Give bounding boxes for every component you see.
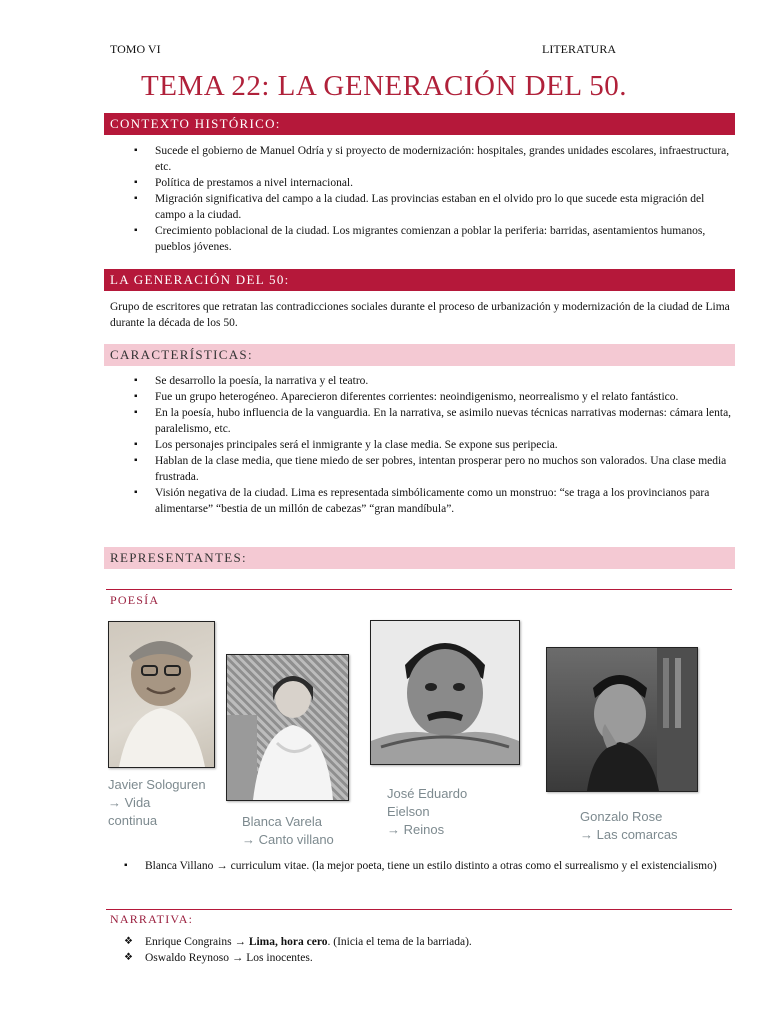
portrait-jose-eduardo-eielson [370, 620, 520, 765]
arrow-icon: → [231, 952, 244, 964]
arrow-icon: → [242, 832, 255, 847]
generacion-paragraph: Grupo de escritores que retratan las contradicciones sociales durante el proceso de urbanización y modernización de la ciudad de Lima durante la década de los 50. [110, 301, 730, 329]
subsection-heading-poesia: POESÍA [110, 593, 160, 607]
list-item: ▪ Migración significativa del campo a la ciudad. Las provincias estaban en el olvido pro lo que sucede esta migración del campo a la ciudad. [130, 191, 730, 223]
section-heading-caracteristicas: CARACTERÍSTICAS: [104, 344, 735, 366]
list-item: ▪ Visión negativa de la ciudad. Lima es representada simbólicamente como un monstruo: “se traga a los provincianos para alimentarse” “bestia de un millón de cabezas” “gran mandíbula”. [130, 485, 735, 517]
list-item: ❖ Oswaldo Reynoso → Los inocentes. [120, 950, 730, 966]
section-heading-contexto: CONTEXTO HISTÓRICO: [104, 113, 735, 135]
caption-work: continua [108, 813, 158, 828]
section-heading-generacion: LA GENERACIÓN DEL 50: [104, 269, 735, 291]
portrait-javier-sologuren [108, 621, 215, 768]
caption-work: → Canto villano [242, 832, 334, 847]
arrow-icon: → [580, 827, 593, 842]
caption-name: Javier Sologuren [108, 777, 206, 792]
section-heading-representantes: REPRESENTANTES: [104, 547, 735, 569]
caption-work: → Reinos [387, 822, 445, 837]
subject-label: LITERATURA [542, 42, 616, 56]
list-item: ▪ Blanca Villano → curriculum vitae. (la mejor poeta, tiene un estilo distinto a otras como el surrealismo y el existencialismo) [120, 858, 730, 874]
poesia-note-list [120, 858, 730, 874]
list-item: ▪ Se desarrollo la poesía, la narrativa y el teatro. [130, 373, 735, 389]
list-item: ▪ Crecimiento poblacional de la ciudad. Los migrantes comienzan a poblar la periferia: barridas, asentamientos humanos, pueblos jóvenes. [130, 223, 730, 255]
arrow-icon: → [234, 936, 246, 948]
caracteristicas-list [130, 373, 735, 517]
arrow-icon: → [387, 822, 400, 837]
arrow-icon: → [108, 795, 121, 810]
volume-label: TOMO VI [110, 42, 161, 56]
list-item: ▪ Fue un grupo heterogéneo. Aparecieron diferentes corrientes: neoindigenismo, neorrealismo y el relato fantástico. [130, 389, 735, 405]
divider [106, 909, 732, 910]
portrait-gonzalo-rose [546, 647, 698, 792]
divider [106, 589, 732, 590]
contexto-list [130, 143, 730, 255]
caption-name: Eielson [387, 804, 430, 819]
caption-name: Gonzalo Rose [580, 809, 663, 824]
list-item: ▪ En la poesía, hubo influencia de la vanguardia. En la narrativa, se asimilo nuevas técnicas narrativas modernas: cámara lenta, paralelismo, etc. [130, 405, 735, 437]
subsection-heading-narrativa: NARRATIVA: [110, 912, 194, 926]
list-item: ▪ Política de prestamos a nivel internacional. [130, 175, 730, 191]
caption-name: Blanca Varela [242, 814, 322, 829]
caption-name: José Eduardo [387, 786, 468, 801]
list-item: ▪ Los personajes principales será el inmigrante y la clase media. Se expone sus peripecia. [130, 437, 735, 453]
portrait-blanca-varela [226, 654, 349, 801]
list-item: ❖ Enrique Congrains → Lima, hora cero. (Inicia el tema de la barriada). [120, 934, 730, 950]
list-item: ▪ Hablan de la clase media, que tiene miedo de ser pobres, intentan prosperar pero no muchos son valorados. Una clase media frustrada. [130, 453, 735, 485]
book-title: Lima, hora cero [245, 936, 328, 948]
narrativa-list [120, 934, 730, 966]
page-title: TEMA 22: LA GENERACIÓN DEL 50. [141, 70, 627, 102]
list-item: ▪ Sucede el gobierno de Manuel Odría y si proyecto de modernización: hospitales, grandes unidades escolares, infraestructura, etc. [130, 143, 730, 175]
caption-work: → Vida [108, 795, 151, 810]
caption-work: → Las comarcas [580, 827, 678, 842]
